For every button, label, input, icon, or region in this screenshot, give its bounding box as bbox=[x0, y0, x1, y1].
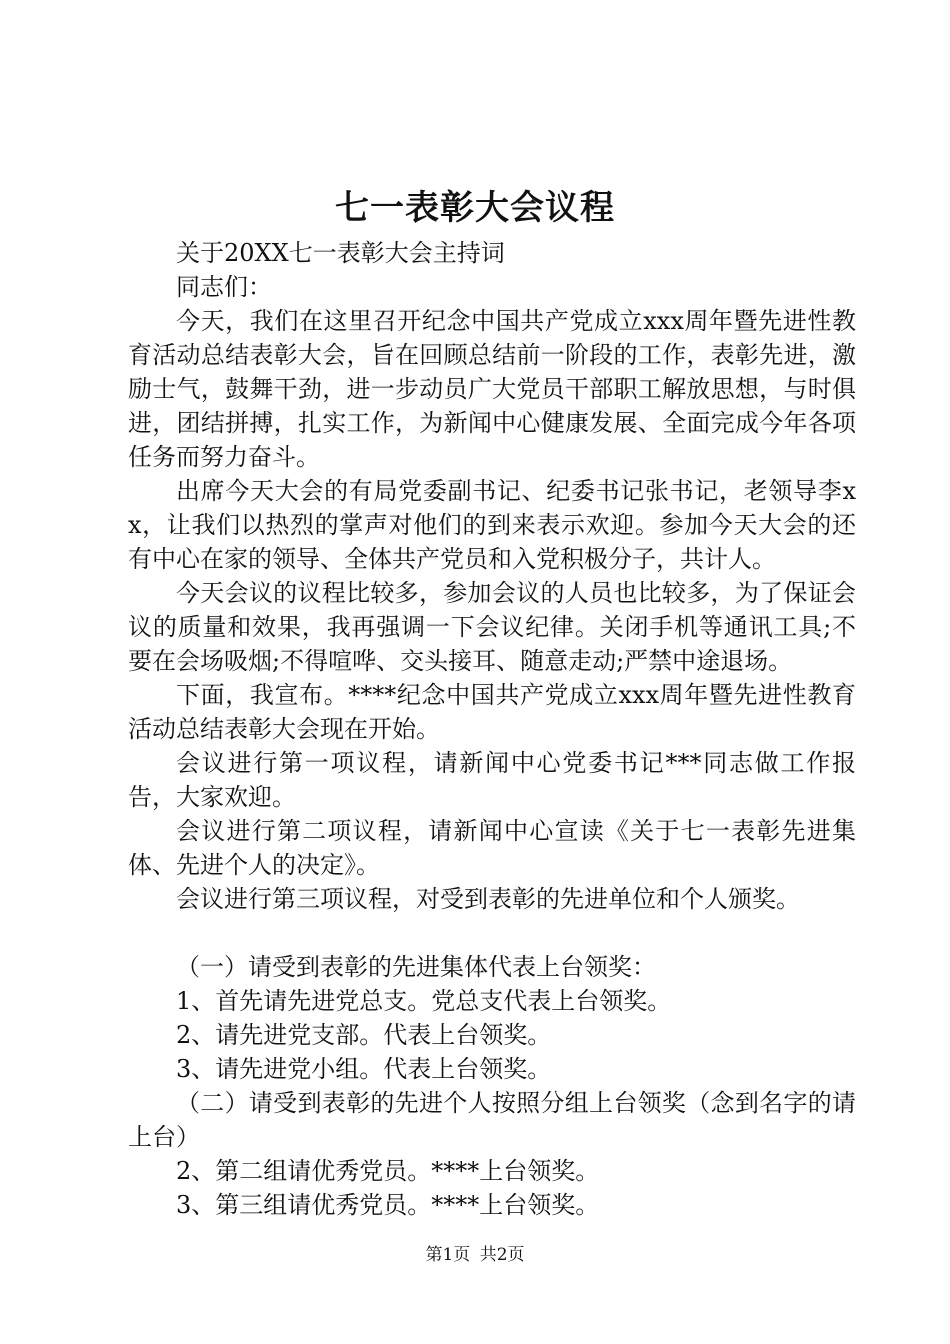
section-heading: （一）请受到表彰的先进集体代表上台领奖： bbox=[176, 953, 656, 981]
list-item: 2、第二组请优秀党员。****上台领奖。 bbox=[176, 1157, 600, 1185]
paragraph: 出席今天大会的有局党委副书记、纪委书记张书记，老领导李xx，让我们以热烈的掌声对他们的到来表示欢迎。参加今天大会的还有中心在家的领导、全体共产党员和入党积极分子，共计人。 bbox=[128, 477, 856, 573]
page-total: 共2页 bbox=[479, 1245, 525, 1265]
list-item: 3、第三组请优秀党员。****上台领奖。 bbox=[176, 1191, 600, 1219]
list-item: 1、首先请先进党总支。党总支代表上台领奖。 bbox=[176, 987, 672, 1015]
paragraph: 会议进行第一项议程，请新闻中心党委书记***同志做工作报告，大家欢迎。 bbox=[128, 749, 856, 811]
document-title: 七一表彰大会议程 bbox=[335, 188, 615, 228]
page-number: 第1页 bbox=[425, 1245, 471, 1265]
paragraph: 会议进行第三项议程，对受到表彰的先进单位和个人颁奖。 bbox=[176, 885, 800, 913]
paragraph: 会议进行第二项议程，请新闻中心宣读《关于七一表彰先进集体、先进个人的决定》。 bbox=[128, 817, 856, 879]
list-item: 2、请先进党支部。代表上台领奖。 bbox=[176, 1021, 552, 1049]
document-body bbox=[128, 236, 856, 1222]
paragraph-heading: 关于20XX七一表彰大会主持词 bbox=[176, 239, 505, 267]
paragraph: 下面，我宣布。****纪念中国共产党成立xxx周年暨先进性教育活动总结表彰大会现在开始。 bbox=[128, 681, 856, 743]
paragraph: 今天会议的议程比较多，参加会议的人员也比较多，为了保证会议的质量和效果，我再强调一下会议纪律。关闭手机等通讯工具;不要在会场吸烟;不得喧哗、交头接耳、随意走动;严禁中途退场。 bbox=[128, 579, 856, 675]
page-footer bbox=[0, 1243, 950, 1267]
paragraph: 今天，我们在这里召开纪念中国共产党成立xxx周年暨先进性教育活动总结表彰大会，旨在回顾总结前一阶段的工作，表彰先进，激励士气，鼓舞干劲，进一步动员广大党员干部职工解放思想，与时俱进，团结拼搏，扎实工作，为新闻中心健康发展、全面完成今年各项任务而努力奋斗。 bbox=[128, 307, 856, 471]
paragraph-salutation: 同志们： bbox=[176, 273, 272, 301]
list-item: 3、请先进党小组。代表上台领奖。 bbox=[176, 1055, 552, 1083]
section-heading: （二）请受到表彰的先进个人按照分组上台领奖（念到名字的请上台） bbox=[128, 1089, 856, 1151]
